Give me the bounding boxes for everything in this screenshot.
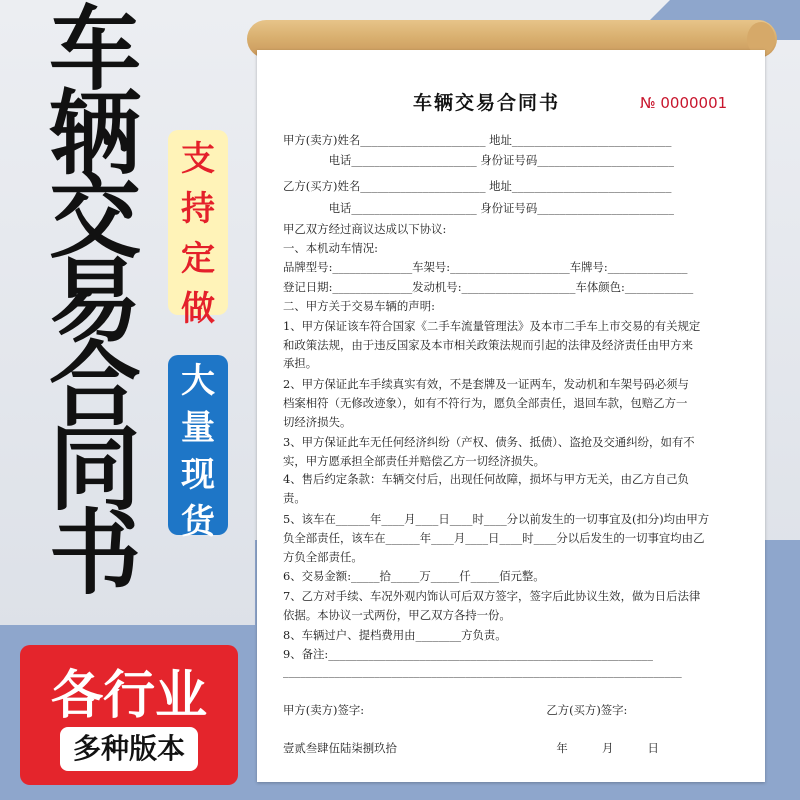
contract-line: 实，甲方愿承担全部责任并赔偿乙方一切经济损失。	[283, 454, 545, 468]
contract-line: 壹贰叁肆伍陆柒捌玖拾 年 月 日	[283, 741, 659, 755]
contract-line: 档案相符（无修改迹象），如有不符行为，愿负全部责任，退回车款，包赔乙方一	[283, 396, 688, 410]
contract-line: 乙方(买方)姓名______________________ 地址____________________________	[283, 179, 672, 193]
contract-line: 6、交易金额:_____拾_____万_____仟_____佰元整。	[283, 569, 545, 583]
contract-line: 登记日期:______________发动机号:____________________车体颜色:____________	[283, 280, 694, 294]
industry-banner	[20, 645, 238, 785]
contract-line: 甲方(卖方)姓名______________________ 地址____________________________	[283, 133, 672, 147]
contract-line: 4、售后约定条款：车辆交付后，出现任何故障，损坏与甲方无关，由乙方自己负	[283, 472, 689, 486]
contract-line: 二、甲方关于交易车辆的声明:	[283, 299, 435, 313]
custom-order-badge: 支 持 定 做	[168, 130, 228, 315]
contract-line: 一、本机动车情况:	[283, 241, 378, 255]
contract-line: 电话______________________ 身份证号码________________________	[283, 153, 674, 167]
contract-line: 依据。本协议一式两份，甲乙双方各持一份。	[283, 608, 511, 622]
vertical-product-title: 车 辆 交 易 合 同 书	[48, 0, 141, 607]
contract-line: 切经济损失。	[283, 415, 352, 429]
contract-line: 9、备注:_________________________________________________________	[283, 647, 653, 661]
contract-title: 车辆交易合同书	[413, 92, 561, 114]
contract-line: 和政策法规，由于违反国家及本市相关政策法规而引起的法律及经济责任由甲方来	[283, 338, 694, 352]
contract-line: 责。	[283, 491, 306, 505]
contract-line: 3、甲方保证此车无任何经济纠纷（产权、债务、抵债）、盗抢及交通纠纷，如有不	[283, 435, 695, 449]
contract-line: 电话______________________ 身份证号码________________________	[283, 201, 674, 215]
in-stock-badge: 大 量 现 货	[168, 355, 228, 535]
contract-line: 甲乙双方经过商议达成以下协议:	[283, 222, 447, 236]
contract-line: 1、甲方保证该车符合国家《二手车流量管理法》及本市二手车上市交易的有关规定	[283, 319, 701, 333]
contract-line: 方负全部责任。	[283, 550, 363, 564]
contract-line: 8、车辆过户、提档费用由________方负责。	[283, 628, 507, 642]
contract-line: 甲方(卖方)签字: 乙方(买方)签字:	[283, 703, 628, 717]
contract-number: № 0000001	[640, 94, 728, 112]
contract-line: 承担。	[283, 356, 318, 370]
contract-line: 5、该车在______年____月____日____时____分以前发生的一切事宜及(扣分)均由甲方	[283, 512, 710, 526]
contract-line: 2、甲方保证此车手续真实有效，不是套牌及一证两车，发动机和车架号码必须与	[283, 377, 689, 391]
industry-title: 各行业	[50, 666, 207, 726]
contract-line: 7、乙方对手续、车况外观内饰认可后双方签字，签字后此协议生效，做为日后法律	[283, 589, 701, 603]
contract-line: 负全部责任，该车在______年____月____日____时____分以后发生的一切事宜均由乙	[283, 531, 705, 545]
industry-subtitle: 多种版本	[60, 727, 198, 771]
contract-line: ______________________________________________________________________	[283, 664, 682, 678]
contract-line: 品牌型号:______________车架号:_____________________车牌号:______________	[283, 260, 688, 274]
